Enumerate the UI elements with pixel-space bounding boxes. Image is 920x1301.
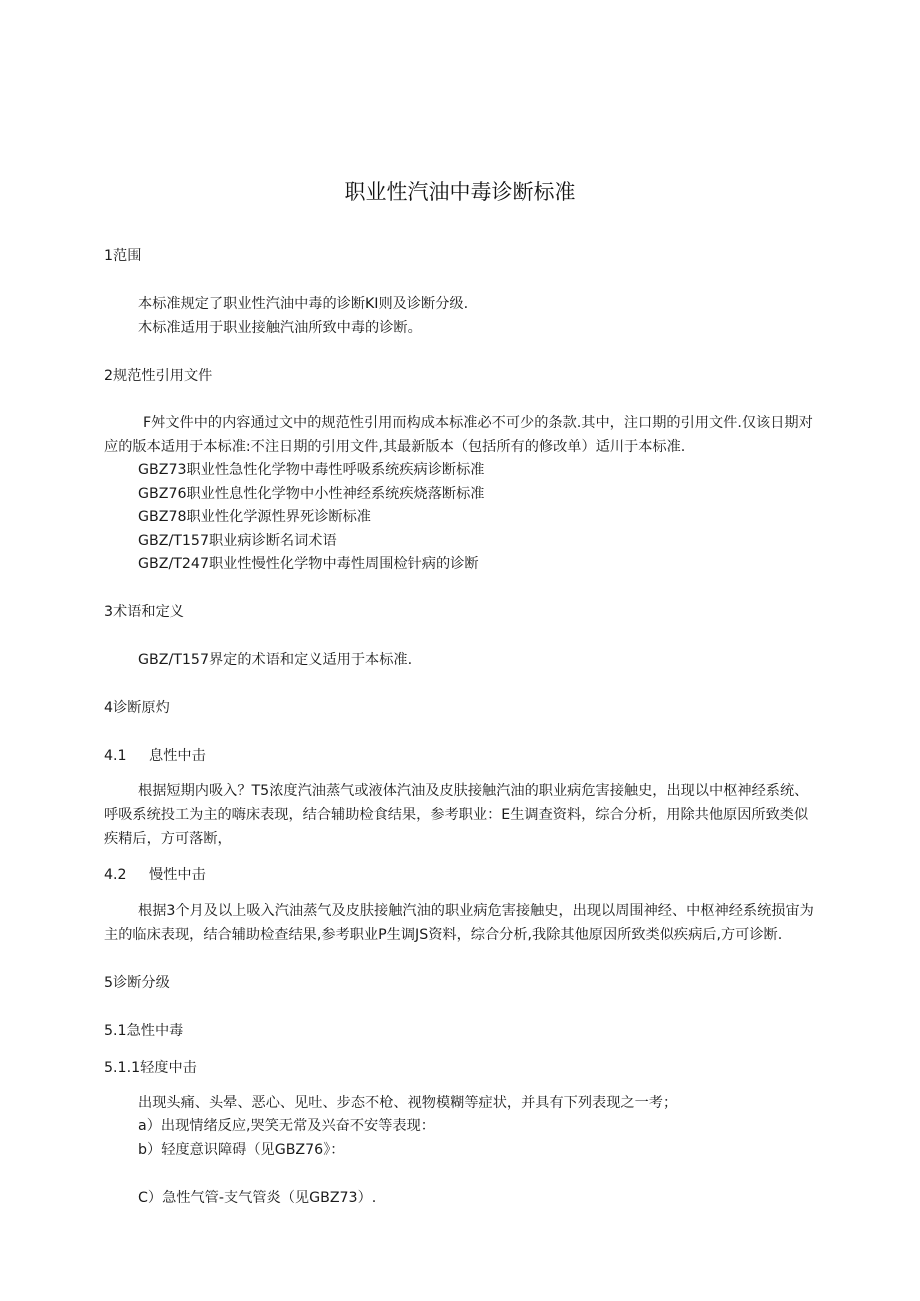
section-2-paragraph-line-2: 应的版本适用于本标准:不注日期的引用文件,其最新版本（包括所有的修改单）适川于本标准. — [104, 439, 686, 455]
reference-item: GBZ73职业性急性化学物中毒性呼吸系统疾病诊断标准 — [138, 462, 485, 478]
section-5-1-heading: 5.1急性中毒 — [104, 1023, 184, 1039]
section-2-paragraph-line-1: F舛文件中的内容通过文中的规范性引用而构成本标准必不可少的条款.其中，注口期的引用文件.仅该日期对 — [143, 415, 813, 431]
section-4-1-heading — [104, 746, 206, 766]
section-4-2-number: 4.2 — [104, 867, 127, 883]
section-5-1-1-paragraph: 出现头痛、头晕、恶心、见吐、步态不枪、视物模糊等症状，并具有下列表现之一考； — [138, 1095, 678, 1111]
section-1-paragraph-1: 本标准规定了职业性汽油中毒的诊断KI则及诊断分级. — [138, 296, 469, 312]
section-1-heading: 1范围 — [104, 248, 142, 264]
section-4-2-title: 慢性中击 — [149, 867, 206, 883]
section-5-1-1-heading: 5.1.1轻度中击 — [104, 1060, 197, 1076]
reference-item: GBZ76职业性息性化学物中小性神经系统疾烧落断标准 — [138, 486, 485, 502]
reference-item: GBZ78职业性化学源性界死诊断标准 — [138, 509, 371, 525]
section-4-2-line-2: 主的临床表现，结合辅助检查结果,参考职业P生调JS资料，综合分析,我除其他原因所致类似疾病后,方可诊断. — [104, 927, 783, 943]
list-item-c: C）急性气管-支气管炎（见GBZ73）. — [138, 1190, 377, 1206]
section-3-heading: 3术语和定义 — [104, 604, 184, 620]
list-item-a: a）出现情绪反应,哭笑无常及兴奋不安等表现： — [138, 1118, 435, 1134]
section-4-1-line-3: 疾精后，方可落断， — [104, 831, 232, 847]
section-4-heading: 4诊断原灼 — [104, 700, 170, 716]
section-4-2-heading — [104, 865, 206, 885]
section-4-1-number: 4.1 — [104, 748, 127, 764]
section-4-2-line-1: 根据3个月及以上吸入汽油蒸气及皮肤接触汽油的职业病危害接触史，出现以周围神经、中枢神经系统损宙为 — [138, 903, 814, 919]
section-4-1-title: 息性中击 — [149, 748, 206, 764]
section-5-heading: 5诊断分级 — [104, 975, 170, 991]
section-2-heading: 2规范性引用文件 — [104, 368, 213, 384]
section-4-1-line-2: 呼吸系统投工为主的嗨床表现，结合辅助检食结果，参考职业：E生调查资料，综合分析，用除共他原因所致类似 — [104, 807, 809, 823]
section-1-paragraph-2: 木标准适用于职业接触汽油所致中毒的诊断。 — [138, 320, 422, 336]
section-3-paragraph: GBZ/T157界定的术语和定义适用于本标准. — [138, 652, 413, 668]
list-item-b: b）轻度意识障碍（见GBZ76》： — [138, 1142, 345, 1158]
page-title: 职业性汽油中毒诊断标准 — [344, 180, 576, 204]
reference-item: GBZ/T247职业性慢性化学物中毒性周围检针病的诊断 — [138, 556, 479, 572]
reference-item: GBZ/T157职业病诊断名词术语 — [138, 533, 337, 549]
section-4-1-line-1: 根据短期内吸入？T5浓度汽油蒸气或液体汽油及皮肤接触汽油的职业病危害接触史，出现以中枢神经系统、 — [138, 783, 809, 799]
